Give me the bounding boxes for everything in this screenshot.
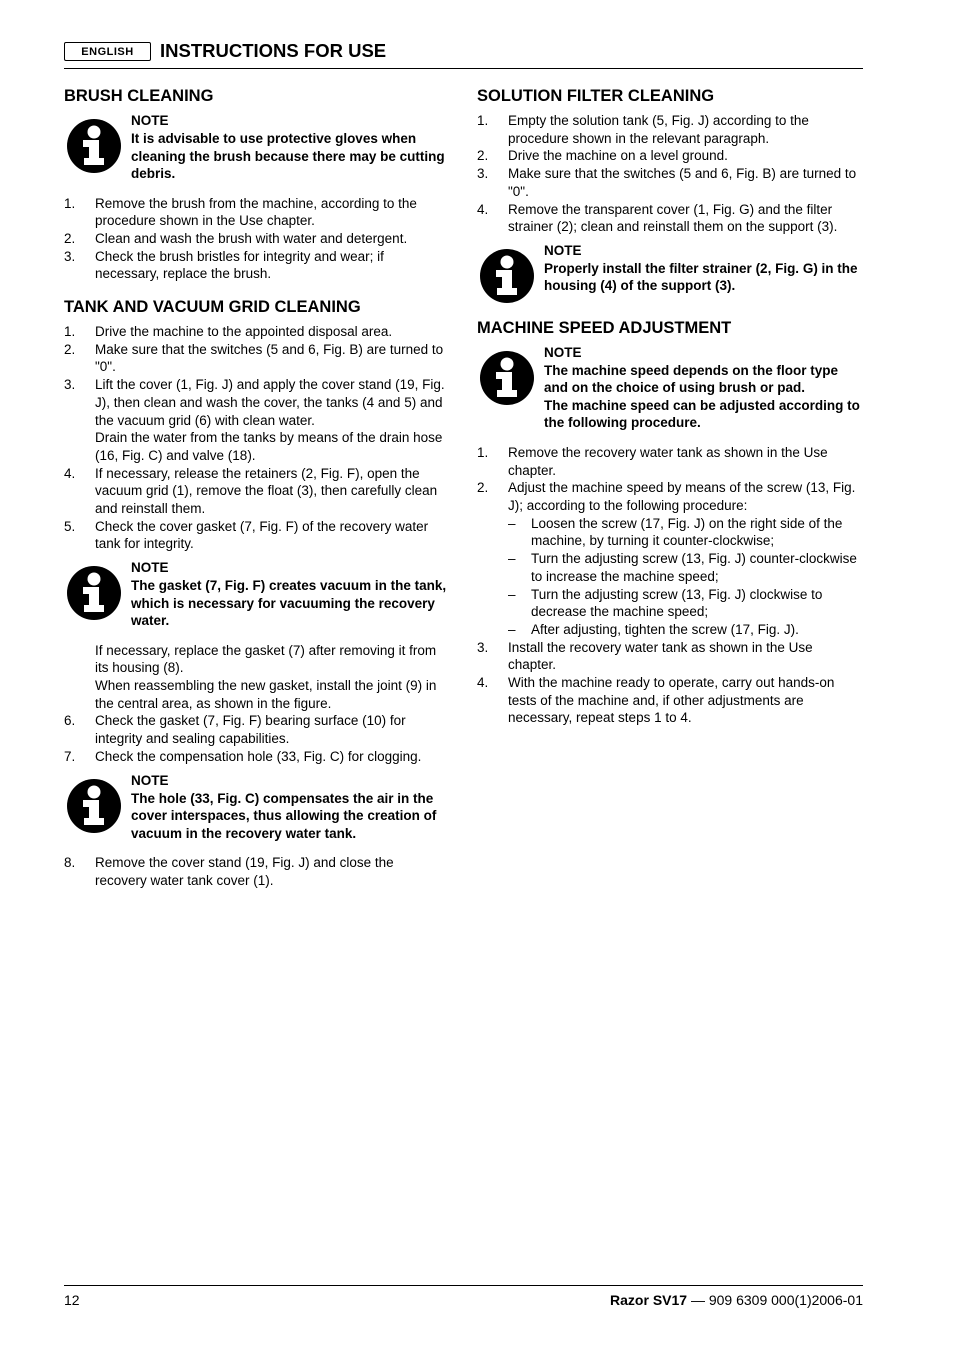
brush-cleaning-section	[64, 86, 448, 283]
section-title: BRUSH CLEANING	[64, 87, 214, 105]
note-box	[477, 242, 863, 304]
note-label: NOTE	[131, 772, 169, 788]
list-item	[64, 465, 448, 518]
step-number: 2.	[477, 148, 489, 164]
step-extra-text: Drain the water from the tanks by means of the drain hose (16, Fig. C) and valve (18).	[95, 430, 443, 463]
step-number: 3.	[477, 166, 489, 182]
note-box	[64, 559, 448, 630]
info-icon	[66, 565, 122, 621]
step-text: Remove the brush from the machine, according to the procedure shown in the Use chapter.	[95, 195, 417, 229]
right-column	[477, 86, 863, 741]
step-number: 4.	[477, 201, 489, 217]
info-icon	[66, 778, 122, 834]
left-column	[64, 86, 448, 903]
list-item	[477, 674, 863, 727]
list-item	[477, 112, 863, 147]
page-header	[64, 40, 863, 69]
step-text: Remove the cover stand (19, Fig. J) and close the recovery water tank cover (1).	[95, 855, 394, 888]
dash-marker: –	[508, 551, 516, 567]
info-icon	[479, 248, 535, 304]
language-badge: ENGLISH	[64, 42, 151, 61]
step-number: 4.	[477, 675, 489, 691]
list-item	[64, 854, 448, 889]
step-text: Check the compensation hole (33, Fig. C) for clogging.	[95, 748, 422, 764]
note-text: The machine speed depends on the floor type and on the choice of using brush or pad.	[544, 362, 839, 396]
list-item	[477, 201, 863, 236]
note-label: NOTE	[544, 344, 582, 360]
step-number: 1.	[64, 195, 76, 211]
step-number: 1.	[64, 324, 76, 340]
info-icon	[66, 118, 122, 174]
list-item	[64, 195, 448, 230]
list-item	[477, 165, 863, 200]
list-item	[64, 323, 448, 341]
section-title: MACHINE SPEED ADJUSTMENT	[477, 318, 732, 337]
note-text: Properly install the filter strainer (2, Fig. G) in the housing (4) of the support (3).	[544, 260, 858, 294]
tank-cleaning-section	[64, 297, 448, 889]
note-box	[64, 772, 448, 843]
list-item	[64, 518, 448, 553]
list-item	[477, 639, 863, 674]
step-number: 3.	[477, 639, 489, 655]
sub-step-text: Turn the adjusting screw (13, Fig. J) clockwise to decrease the machine speed;	[531, 586, 823, 620]
page-footer	[64, 1285, 863, 1316]
step-number: 6.	[64, 713, 76, 729]
step-number: 7.	[64, 748, 76, 764]
sub-step-text: Turn the adjusting screw (13, Fig. J) counter-clockwise to increase the machine speed;	[531, 551, 857, 584]
step-text: Make sure that the switches (5 and 6, Fig. B) are turned to "0".	[95, 341, 444, 375]
info-icon	[479, 350, 535, 406]
note-text: The machine speed can be adjusted according to the following procedure.	[544, 397, 860, 431]
sub-step-text: Loosen the screw (17, Fig. J) on the right side of the machine, by turning it counter-clockwise;	[531, 515, 843, 549]
step-text: Install the recovery water tank as shown in the Use chapter.	[508, 639, 813, 673]
step-text: Empty the solution tank (5, Fig. J) according to the procedure shown in the relevant paragraph.	[508, 113, 809, 146]
list-item	[477, 147, 863, 165]
filter-cleaning-section	[477, 86, 863, 304]
continuation-text: When reassembling the new gasket, install the joint (9) in the central area, as shown in the figure.	[95, 678, 437, 711]
step-list	[477, 112, 863, 236]
note-label: NOTE	[131, 113, 169, 128]
dash-marker: –	[508, 515, 516, 531]
step-text: Remove the transparent cover (1, Fig. G) and the filter strainer (2); clean and reinstall them on the support (3).	[508, 201, 838, 235]
section-title: SOLUTION FILTER CLEANING	[477, 87, 715, 105]
note-box	[64, 112, 448, 183]
step-text: Clean and wash the brush with water and detergent.	[95, 230, 408, 246]
step-number: 2.	[477, 480, 489, 496]
document-code: — 909 6309 000(1)2006-01	[687, 1292, 863, 1308]
sub-list-item	[508, 515, 863, 550]
list-item	[64, 248, 448, 283]
sub-list-item	[508, 550, 863, 585]
list-item	[64, 230, 448, 248]
step-number: 3.	[64, 377, 76, 393]
section-title: TANK AND VACUUM GRID CLEANING	[64, 298, 361, 317]
sub-step-list	[508, 515, 863, 639]
note-text: The gasket (7, Fig. F) creates vacuum in the tank, which is necessary for vacuuming the recovery water.	[131, 578, 447, 629]
note-label: NOTE	[544, 242, 582, 258]
dash-marker: –	[508, 621, 516, 637]
list-item	[64, 376, 448, 465]
page-number: 12	[64, 1292, 80, 1308]
step-number: 5.	[64, 518, 76, 534]
list-item	[64, 712, 448, 747]
step-text: Make sure that the switches (5 and 6, Fig. B) are turned to "0".	[508, 166, 857, 199]
step-list	[64, 712, 448, 765]
note-label: NOTE	[131, 560, 169, 576]
step-list	[64, 195, 448, 284]
note-text: The hole (33, Fig. C) compensates the air in the cover interspaces, thus allowing the creation of vacuum in the recovery water tank.	[131, 790, 437, 841]
list-item	[477, 444, 863, 479]
step-number: 2.	[64, 230, 76, 246]
step-list	[477, 444, 863, 727]
model-name: Razor SV17	[610, 1292, 688, 1308]
sub-step-text: After adjusting, tighten the screw (17, Fig. J).	[531, 621, 799, 637]
step-text: Drive the machine to the appointed disposal area.	[95, 324, 393, 340]
step-text: Check the cover gasket (7, Fig. F) of the recovery water tank for integrity.	[95, 518, 429, 552]
speed-adjustment-section	[477, 318, 863, 727]
step-list	[64, 323, 448, 553]
step-text: Lift the cover (1, Fig. J) and apply the cover stand (19, Fig. J), then clean and wash the cover, the tanks (4 and 5) and the vacuum grid (6) with clean water.	[95, 377, 445, 428]
step-list	[64, 854, 448, 889]
sub-list-item	[508, 621, 863, 639]
dash-marker: –	[508, 586, 516, 602]
sub-list-item	[508, 586, 863, 621]
document-reference	[610, 1292, 863, 1308]
step-number: 1.	[477, 113, 489, 128]
note-box	[477, 344, 863, 432]
step-number: 3.	[64, 248, 76, 264]
page-title: INSTRUCTIONS FOR USE	[160, 40, 387, 61]
step-text: Adjust the machine speed by means of the screw (13, Fig. J); according to the following procedure:	[508, 480, 856, 514]
step-text: Check the brush bristles for integrity and wear; if necessary, replace the brush.	[95, 248, 384, 282]
step-text: With the machine ready to operate, carry out hands-on tests of the machine and, if other adjustments are necessary, repeat steps 1 to 4.	[508, 675, 835, 726]
step-number: 1.	[477, 444, 489, 460]
list-item	[64, 341, 448, 376]
step-number: 8.	[64, 855, 76, 871]
note-text: It is advisable to use protective gloves when cleaning the brush because there may be cutting debris.	[131, 131, 445, 181]
list-item	[64, 748, 448, 766]
step-text: If necessary, release the retainers (2, Fig. F), open the vacuum grid (1), remove the float (3), then carefully clean and reinstall them.	[95, 465, 438, 517]
step-number: 4.	[64, 465, 76, 481]
step-number: 2.	[64, 341, 76, 357]
continuation-text: If necessary, replace the gasket (7) after removing it from its housing (8).	[95, 642, 437, 676]
list-item	[477, 479, 863, 638]
step-text: Drive the machine on a level ground.	[508, 148, 728, 164]
step-text: Remove the recovery water tank as shown in the Use chapter.	[508, 444, 828, 478]
step-text: Check the gasket (7, Fig. F) bearing surface (10) for integrity and sealing capabilities.	[95, 713, 406, 747]
